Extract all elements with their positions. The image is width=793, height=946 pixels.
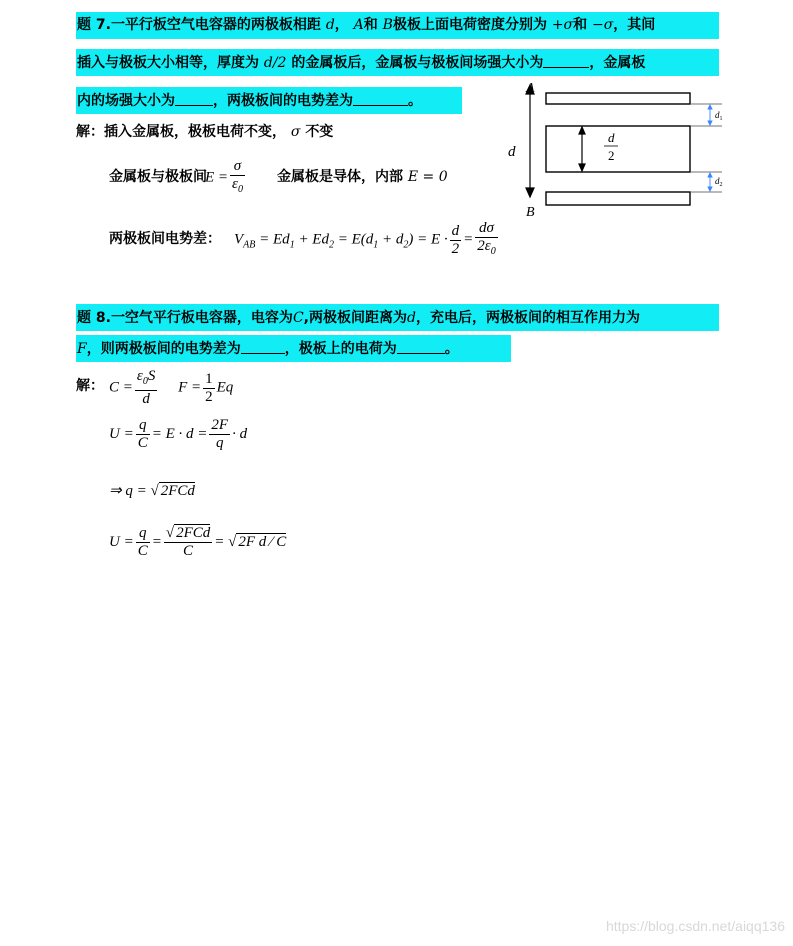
voltage-formula-1: U = $\frac{q}{C}$ = E · d = $\frac{2F}{q}$ · d [109,417,248,451]
plate-b [546,192,690,205]
metal-slab [546,126,690,172]
label-a: A [526,81,535,96]
label-b: B [526,205,535,220]
problem8-line-2: F，则两极板间的电势差为 ，极板上的电荷为 。 [77,341,459,357]
label-d: d [508,144,516,160]
capacitor-diagram [500,80,740,220]
problem8-title: 题 8. [77,310,111,326]
problem7-solution-line: 解：插入金属板，极板电荷不变， σ 不变 [76,124,334,140]
answer-blank [175,91,213,106]
solution-label: 解： [76,124,104,140]
label-d-half-den: 2 [608,148,615,163]
answer-blank [397,339,445,354]
watermark: https://blog.csdn.net/aiqq136 [605,918,785,934]
capacitance-formula: C = $\frac{\varepsilon_0S}{d}$ F = $\frac{1}{2}$ Eq [109,368,234,407]
problem7-line-2: 插入与极板大小相等，厚度为 d/2 的金属板后，金属板与极板间场强大小为 ，金属板 [77,55,646,71]
field-formula: E = $\frac{\sigma}{\varepsilon_0}$ [205,158,243,195]
answer-blank [543,53,589,68]
problem7-line-1: 题 7.一平行板空气电容器的两极板相距 d， A和 B极板上面电荷密度分别为 +σ和 −σ，其间 [77,17,656,33]
answer-blank [353,91,408,106]
problem7-title: 题 7. [77,17,111,33]
plate-a [546,93,690,104]
label-d-half-num: d [608,130,615,145]
label-d2: $d_2$ [715,176,723,188]
potential-formula: $V_{AB} = Ed_1 + Ed_2 = E(d_1 + d_2) = E$ · $\frac{d}{2}$ = $\frac{d\sigma}{2\varepsilon_0}$ [234,220,496,257]
label-d1: $d_1$ [715,110,723,122]
answer-blank [241,339,285,354]
voltage-formula-2: U = $\frac{q}{C}$ = $\frac{\text{√ 2FCd}}{C}$ = √ 2F d ⁄ C [109,525,287,559]
problem7-potential-label: 两极板间电势差： [109,231,221,247]
charge-formula: ⇒ q = √ 2FCd [109,483,195,499]
problem7-line-3: 内的场强大小为 ，两极板间的电势差为 。 [77,93,422,109]
problem8-solution-label: 解： [76,378,104,394]
problem7-conductor-line: 金属板是导体，内部 E = 0 [277,169,448,185]
problem7-field-line: 金属板与极板间 [109,169,207,185]
problem8-line-1: 题 8.一空气平行板电容器，电容为C,两极板间距离为d，充电后，两极板间的相互作用力为 [77,310,640,326]
